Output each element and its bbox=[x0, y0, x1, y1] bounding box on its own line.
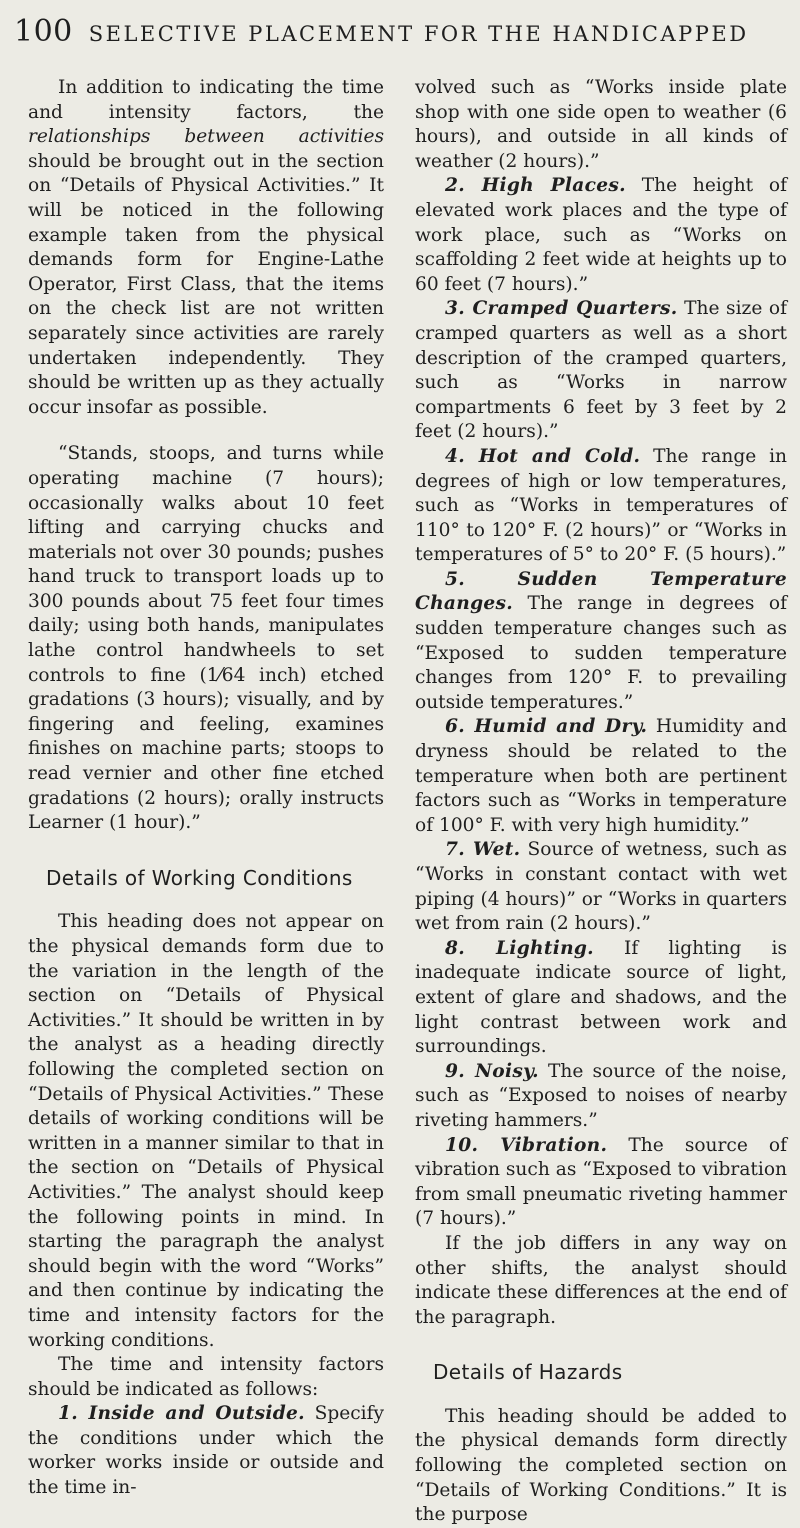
item-lead: 6. Humid and Dry. bbox=[445, 716, 648, 738]
intro-text-a: In addition to indicating the time and intensity factors, the bbox=[28, 77, 384, 123]
item-lead: 1. Inside and Outside. bbox=[58, 1403, 305, 1425]
item-lead: 4. Hot and Cold. bbox=[445, 445, 641, 467]
intro-text-b: should be brought out in the section on “Details of Physical Activities.” It will be noticed in the following example taken from the physical demands form for Engine-Lathe Operator, First Class, that the items on the check list are not written separately since activities are rarely undertaken independently. They should be written up as they actually occur insofar as possible. bbox=[28, 150, 384, 418]
paragraph-shifts: If the job differs in any way on other shifts, the analyst should indicate these differences at the end of the paragraph. bbox=[415, 1232, 787, 1328]
list-item-temperature-changes bbox=[415, 568, 787, 716]
list-item-wet bbox=[415, 838, 787, 936]
item-lead: 7. Wet. bbox=[445, 839, 521, 861]
list-item-inside-outside-cont: volved such as “Works inside plate shop with one side open to weather (6 hours), and outside in all kinds of weather (2 hours).” bbox=[415, 77, 787, 172]
section-heading-hazards: Details of Hazards bbox=[433, 1360, 623, 1385]
item-text: Specify the conditions under which the worker works inside or outside and the time in- bbox=[28, 1403, 384, 1499]
item-text: Source of wetness, such as “Works in constant contact with wet piping (4 hours)” or “Works in quarters wet from rain (2 hours).” bbox=[415, 839, 787, 935]
item-lead: 2. High Places. bbox=[445, 175, 626, 197]
item-text: The range in degrees of high or low temperatures, such as “Works in temperatures of 110° to 120° F. (2 hours)” or “Works in temperatures of 5° to 20° F. (5 hours).” bbox=[415, 445, 788, 566]
running-head: SELECTIVE PLACEMENT FOR THE HANDICAPPED bbox=[88, 22, 749, 46]
list-item-inside-outside bbox=[28, 1402, 384, 1500]
list-item-vibration bbox=[415, 1134, 787, 1232]
list-item-humid-dry bbox=[415, 715, 787, 838]
page-header bbox=[14, 14, 786, 54]
paragraph-hazards: This heading should be added to the physical demands form directly following the completed section on “Details of Working Conditions.” It is the purpose bbox=[415, 1405, 787, 1526]
page-number: 100 bbox=[14, 14, 73, 49]
section-heading-working-conditions: Details of Working Conditions bbox=[46, 865, 353, 890]
item-lead: 8. Lighting. bbox=[445, 937, 594, 959]
item-lead: 3. Cramped Quarters. bbox=[445, 298, 678, 320]
item-text: The range in degrees of sudden temperature changes such as “Exposed to sudden temperature changes from 120° F. to prevailing outside temperatures.” bbox=[415, 593, 787, 713]
item-text: If lighting is inadequate indicate source of light, extent of glare and shadows, and the light contrast between work and surroundings. bbox=[415, 937, 787, 1058]
list-item-high-places bbox=[415, 174, 787, 297]
paragraph-example-quote: “Stands, stoops, and turns while operating machine (7 hours); occasionally walks about 10 feet lifting and carrying chucks and materials not over 30 pounds; pushes hand truck to transport loads up to 300 pounds about 75 feet four times daily; using both hands, manipulates lathe control handwheels to set controls to fine (1⁄64 inch) etched gradations (3 hours); visually, and by fingering and feeling, examines finishes on machine parts; stoops to read vernier and other fine etched gradations (2 hours); orally instructs Learner (1 hour).” bbox=[28, 443, 384, 834]
list-item-lighting bbox=[415, 937, 787, 1060]
item-text: The source of vibration such as “Exposed to vibration from small pneumatic riveting hammer (7 hours).” bbox=[415, 1134, 787, 1230]
list-item-cramped-quarters bbox=[415, 297, 787, 445]
intro-emphasis: relationships between activities bbox=[28, 126, 384, 148]
item-text: The source of the noise, such as “Exposed to noises of nearby riveting hammers.” bbox=[415, 1060, 787, 1131]
item-text: The size of cramped quarters as well as a short description of the cramped quarters, such as “Works in narrow compartments 6 feet by 3 feet by 2 feet (2 hours).” bbox=[415, 298, 787, 443]
left-column bbox=[28, 76, 384, 1501]
list-item-noisy bbox=[415, 1060, 787, 1134]
paragraph-factors: The time and intensity factors should be indicated as follows: bbox=[28, 1354, 384, 1400]
list-item-hot-cold bbox=[415, 445, 787, 568]
item-text: Humidity and dryness should be related to the temperature when both are pertinent factors such as “Works in temperature of 100° F. with very high humidity.” bbox=[415, 716, 787, 836]
item-lead: 9. Noisy. bbox=[445, 1060, 539, 1082]
paragraph-intro bbox=[28, 76, 384, 420]
item-lead: 10. Vibration. bbox=[445, 1134, 608, 1156]
item-text: The height of elevated work places and the type of work place, such as “Works on scaffolding 2 feet wide at heights up to 60 feet (7 hours).” bbox=[415, 175, 787, 295]
paragraph-working-conditions: This heading does not appear on the physical demands form due to the variation in the length of the section on “Details of Physical Activities.” It should be written in by the analyst as a heading directly following the completed section on “Details of Physical Activities.” These details of working conditions will be written in a manner similar to that in the section on “Details of Physical Activities.” The analyst should keep the following points in mind. In starting the paragraph the analyst should begin with the word “Works” and then continue by indicating the time and intensity factors for the working conditions. bbox=[28, 911, 384, 1351]
right-column bbox=[415, 76, 787, 1528]
item-lead: 5. Sudden Temperature Changes. bbox=[415, 568, 787, 615]
